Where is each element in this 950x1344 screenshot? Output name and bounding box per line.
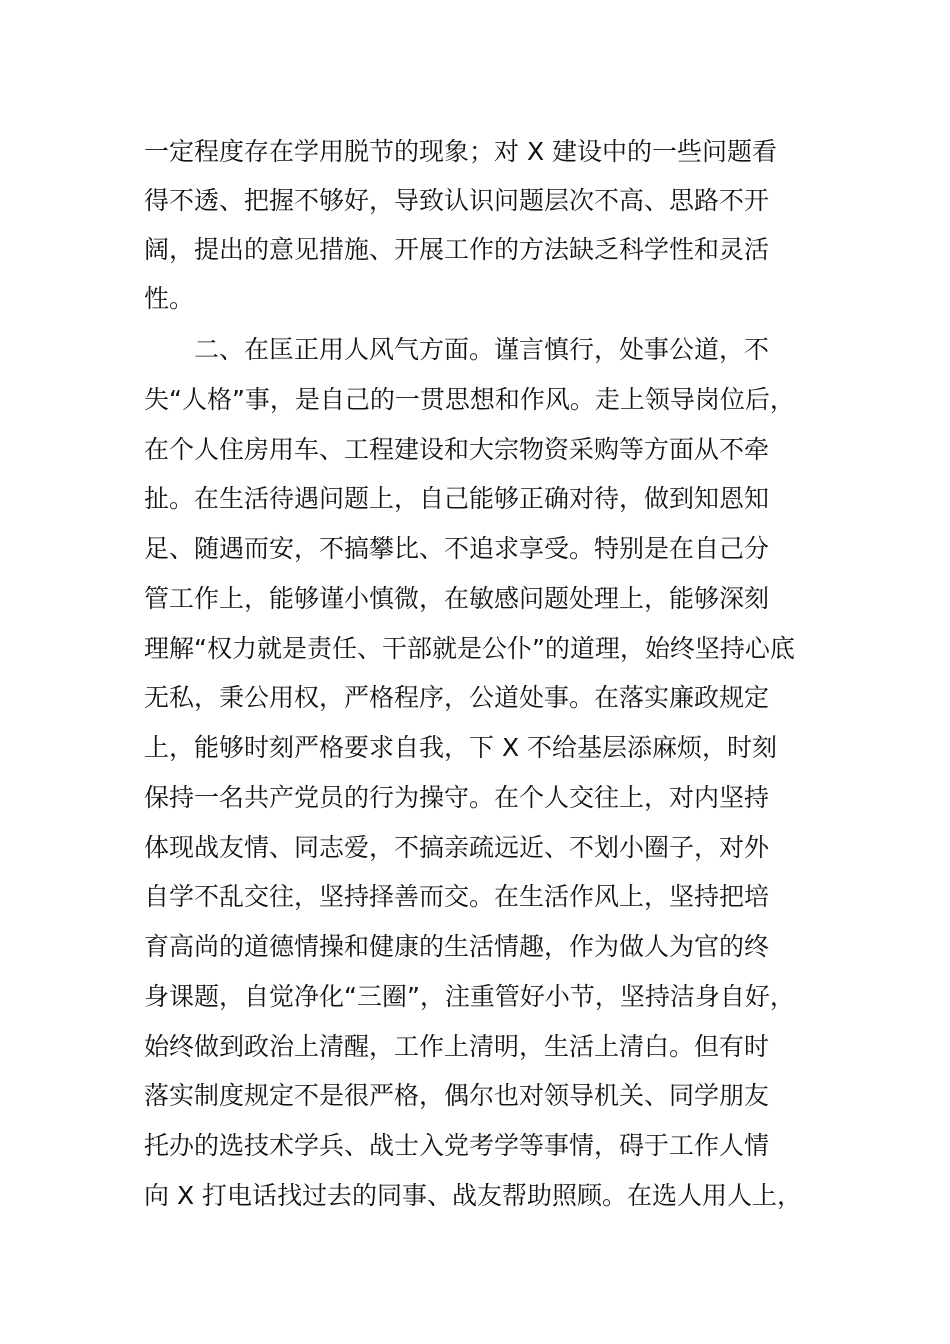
text-line: 得不透、把握不够好，导致认识问题层次不高、思路不开 [144,186,770,215]
text-line: 育高尚的道德情操和健康的生活情趣，作为做人为官的终 [144,932,770,961]
text-line: 身课题，自觉净化“三圈”，注重管好小节，坚持洁身自好， [144,982,795,1011]
text-line: 向 X 打电话找过去的同事、战友帮助照顾。在选人用人上， [144,1181,803,1210]
text-line: 体现战友情、同志爱，不搞亲疏远近、不划小圈子，对外 [144,833,770,862]
text-line: 理解“权力就是责任、干部就是公仆”的道理，始终坚持心底 [144,634,795,663]
text-line: 自学不乱交往，坚持择善而交。在生活作风上，坚持把培 [144,882,770,911]
text-line: 在个人住房用车、工程建设和大宗物资采购等方面从不牵 [144,435,770,464]
text-line: 扯。在生活待遇问题上，自己能够正确对待，做到知恩知 [144,484,770,513]
text-line: 无私，秉公用权，严格程序，公道处事。在落实廉政规定 [144,683,770,712]
text-line: 一定程度存在学用脱节的现象；对 X 建设中的一些问题看 [144,137,778,166]
text-line: 上，能够时刻严格要求自我，下 X 不给基层添麻烦，时刻 [144,733,778,762]
text-line: 阔，提出的意见措施、开展工作的方法缺乏科学性和灵活 [144,235,770,264]
text-line: 托办的选技术学兵、战士入党考学等事情，碍于工作人情 [144,1131,770,1160]
text-line: 性。 [144,284,195,313]
text-line: 落实制度规定不是很严格，偶尔也对领导机关、同学朋友 [144,1081,770,1110]
text-line: 管工作上，能够谨小慎微，在敏感问题处理上，能够深刻 [144,584,770,613]
text-line: 失“人格”事，是自己的一贯思想和作风。走上领导岗位后， [144,385,795,414]
text-line: 足、随遇而安，不搞攀比、不追求享受。特别是在自己分 [144,534,770,563]
paragraph-start-line: 二、在匡正用人风气方面。谨言慎行，处事公道，不 [194,335,770,364]
text-line: 始终做到政治上清醒，工作上清明，生活上清白。但有时 [144,1032,770,1061]
text-line: 保持一名共产党员的行为操守。在个人交往上，对内坚持 [144,783,770,812]
